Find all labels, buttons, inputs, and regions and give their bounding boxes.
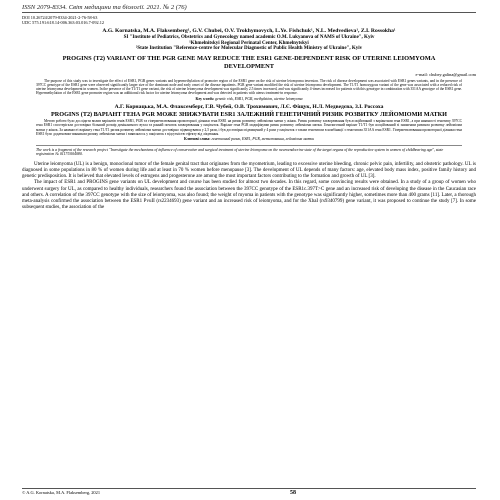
contact-email: e-mail: chubey.galina@gmail.com: [415, 72, 476, 78]
abstract-uk: [36, 119, 462, 136]
keywords-en-text: genetic risk, ESR1, PGR, methylation, uterine leiomyoma: [215, 96, 303, 101]
authors: A.G. Kornatska, M.A. Flaksemberg¹, G.V. Chubei, O.V. Trokhymovych, L.Ye. Fishchuk¹, N.L. Medvedieva¹, Z.I. Rossokha¹: [102, 28, 396, 35]
journal-issn-title: ISSN 2079-8334. Світ медицини та біології. 2021. № 2 (76): [22, 4, 187, 11]
funding-note: The work is a fragment of the research project "Investigate the mechanisms of influence of conservative and surgical treatment of uterine leiomyoma on the neuroendocrine state of the target organs of the reproductive system in women of childbearing age", state registration № 0117U004080.: [36, 145, 462, 157]
affiliation-1: SI "Institute of Pediatrics, Obstetrics and Gynecology named academic O.M. Lukyanova of NAMS of Ukraine", Kyiv: [123, 34, 375, 40]
copyright: © A.G. Kornatska, M.A. Flaksemberg, 2021: [22, 490, 101, 495]
article-meta: [22, 15, 476, 25]
keywords-en: [22, 97, 476, 101]
body-paragraph-1: Uterine leiomyoma (UL) is a benign, monoclonal tumor of the female genital tract that originates from the myometrium, leading to excessive uterine bleeding, chronic pelvic pain, infertility, and obstetric pathology. UL is diagnosed in some populations in 80 % of women during life and at least in 70 % women before menopause [3]. The development of UL depends of many factors: age, elevated body mass index, positive family history and genetic predisposition. It is believed that elevated levels of estrogens and progesterone are among the most important factors contributing to the formation and growth of UL [3].: [22, 161, 476, 180]
page-number: 58: [290, 490, 296, 496]
abstract-en: [36, 79, 462, 96]
article-title-uk: PROGINS (T2) ВАРІАНТ ГЕНА PGR МОЖЕ ЗНИЖУВАТИ ESR1 ЗАЛЕЖНИЙ ГЕНЕТИЧНИЙ РИЗИК РОЗВИТКУ ЛЕЙОМІОМИ МАТКИ: [51, 111, 447, 119]
keywords-uk-text: генетичний ризик, ESR1, PGR, метилювання, лейоміома матки: [211, 136, 314, 141]
udc: UDC 575.191:618.14-006.363:03.016.7-092.12: [22, 20, 104, 26]
body-paragraph-2: The impact of ESR1 and PROGINS gene variants on UL development and course has been studied for almost two decades. In this regard, some convincing results were obtained. In a study of a group of women who underwent surgery for UL, as compared to healthy individuals, researchers found the association between the 397CC genotype of the ESR1c.397T>C gene and an increased risk of developing the disease in the Caucasian race and others. A correlation of the 397CC genotype with the size of leiomyoma, was also found; the weight of myoma in patients with the genotype was significantly higher, sometimes more than 400 grams [11]. Later, a thorough meta-analysis confirmed the association between the ESR1 PvuII (rs2234693) gene variant and an increased risk of leiomyoma, and for the XbaI (rs9340799) gene variant, it was proposed to continue the study [7]. In some subsequent studies, the association of the: [22, 180, 476, 211]
abstract-uk-text: Метою роботи було дослідити вплив варіантів генів ESR1, PGR та гіперметилювання промоторної ділянки гена ESR1 на ризик розвитку лейоміоми матки у жінок. Ризик розвитку захворювання був асоційований з варіантами гена ESR1, а при наявності генотипу 397CC гена ESR1 спостерігали достовірно більший розмір домінантного вузла та ранній початок захворювання у пацієнток. Варіант гена PGR модифікував ризик розвитку лейоміоми матки. Гомозиготний варіант T1/T1 був асоційований зі зниженим ризиком розвитку лейоміоми матки у жінок. За наявності варіанту гена T1/T1 ризик розвитку лейоміоми матки достовірно підвищувався у 2,5 рази, і був достовірно підвищений у 4 рази у пацієнток з таким генотипом в комбінації з генотипом 351AA гена ESR1. Гіперметилювання промоторної ділянки гена ESR1 було додатковим чинником ризику лейоміоми матки і виявлялось у пацієнток з відсутністю ефекту від лікування.: [36, 119, 462, 136]
article-title: PROGINS (T2) VARIANT OF THE PGR GENE MAY REDUCE THE ESR1 GENE-DEPENDENT RISK OF UTERINE LEIOMYOMA DEVELOPMENT: [62, 55, 436, 70]
journal-header: [22, 4, 476, 13]
abstract-en-text: The purpose of this study was to investigate the effect of ESR1, PGR genes variants and hypermethylation of promoter region of the ESR1 gene on the risk of uterine leiomyoma inversion. The risk of disease development was associated with ESR1 genes variants, and in the presence of 397CC genotype of the ESR1 gene were observed significantly larger size of the dominant node and early onset of the disease inpatients. PGR gene variant modified the risk of uterine leiomyoma development. The T1/T1 homozygous variant of the gene was associated with a reduced risk of uterine leiomyoma development in women. In the presence of the T1/T1 gene variant, the risk of uterine leiomyoma development was significantly 2.5 times increased, and was significantly 4-times increased for patients with this genotype in combination with 351AA genotype of the ESR1 gene. Hypermethylation of the ESR1 gene promoter region was an additional risk factor for uterine leiomyoma development and was detected in patients with uterus treatment-in response.: [36, 79, 462, 96]
keywords-uk-label: Ключові слова:: [184, 136, 211, 141]
affiliation-2: ¹Khmelnitskyi Regional Perinatal Center, Khmelnytskyi: [189, 40, 309, 46]
authors-uk: А.Г. Корнацька, М.А. Флаксемберг, Г.В. Чубей, О.В. Трохимович, Л.Є. Фіщук, Н.Л. Медведєва, З.І. Россоха: [114, 103, 384, 110]
body-text: [22, 162, 476, 212]
affiliation-3: ²State Institution "Reference-centre for Molecular Diagnostic of Public Health Ministry of Ukraine", Kyiv: [135, 46, 363, 52]
keywords-en-label: Key words:: [195, 96, 215, 101]
doi: DOI 10.26724/2079-8334-2021-2-76-58-63: [22, 15, 98, 20]
affiliations: [22, 35, 476, 52]
page-footer: [22, 488, 476, 496]
keywords-uk: [22, 137, 476, 141]
